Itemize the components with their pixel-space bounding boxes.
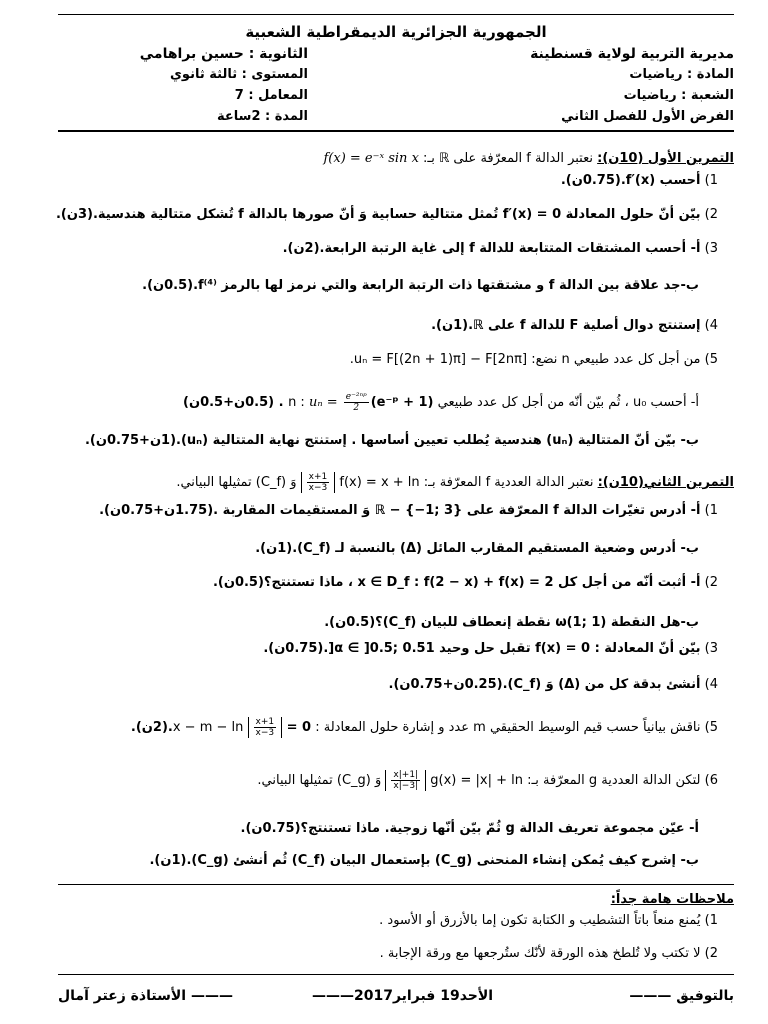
ex2-q2a: 2) أ- أثبت أنّه من أجل كل x ∈ D_f : f(2 − x) + f(x) = 2 ، ماذا تستنتج؟(0.5ن). <box>212 575 718 590</box>
notes-rule <box>58 884 734 885</box>
note-2: 2) لا تكتب ولا تُلطخ هذه الورقة لأنّك ستُرجعها مع ورقة الإجابة . <box>379 946 718 961</box>
ex1-intro-formula: f(x) = e⁻ˣ sin x <box>323 151 419 166</box>
directorate: مديرية التربية لولاية قسنطينة <box>530 46 734 62</box>
note-1: 1) يُمنع منعاً باتاً التشطيب و الكتابة تكون إما بالأزرق أو الأسود . <box>379 913 718 928</box>
ex1-q4: 4) إستنتج دوال أصلية F للدالة f على ℝ.(1ن). <box>431 318 718 333</box>
coefficient: المعامل : 7 <box>234 88 308 103</box>
ex2-q4: 4) أنشئ بدقة كل من (Δ) وَ (C_f).(0.25ن+0.75ن). <box>388 677 718 692</box>
ex2-intro: التمرين الثاني(10ن): نعتبر الدالة العددية f المعرّفة بـ: f(x) = x + ln $\frac{x+1}{x-3}$ وَ (C_f) تمثيلها البياني. <box>176 472 734 493</box>
ex1-intro <box>58 150 734 168</box>
footer-date: الأحد19 فبراير2017——— <box>312 988 494 1004</box>
header-rule <box>58 130 734 132</box>
subject: المادة : رياضيات <box>629 67 734 82</box>
ex1-q5: 5) من أجل كل عدد طبيعي n نضع: uₙ = F[(2n + 1)π] − F[2nπ]. <box>349 352 718 367</box>
level: المستوى : ثالثة ثانوي <box>170 67 308 82</box>
branch: الشعبة : رياضيات <box>623 88 734 103</box>
school: الثانوية : حسين براهامي <box>139 46 308 62</box>
ex2-q5: 5) ناقش بيانياً حسب قيم الوسيط الحقيقي m عدد و إشارة حلول المعادلة : x − m − ln $\frac{x+1}{x-3}$ = 0.(2ن). <box>130 717 718 738</box>
exam-page <box>55 0 734 1024</box>
ex1-intro-text: نعتبر الدالة f المعرّفة على ℝ بـ: <box>418 151 598 166</box>
ex2-q6a: أ- عيّن مجموعة تعريف الدالة g ثُمّ بيّن أنّها زوجية. ماذا تستنتج؟(0.75ن). <box>240 821 699 836</box>
ex2-q6: 6) لتكن الدالة العددية g المعرّفة بـ: g(x) = |x| + ln $\frac{|x|+1}{|x|-3}$ وَ (C_g) تمثيلها البياني. <box>257 770 718 791</box>
ex1-q3b: ب-جد علاقة بين الدالة f و مشتقتها ذات الرتبة الرابعة والتي نرمز لها بالرمز f⁽⁴⁾.(0.5ن). <box>142 278 699 293</box>
ex1-q5b: ب- بيّن أنّ المتتالية (uₙ) هندسية يُطلب تعيين أساسها . إستنتج نهاية المتتالية (uₙ).(1ن+0.75ن). <box>84 433 699 448</box>
republic-title: الجمهورية الجزائرية الديمقراطية الشعبية <box>245 23 547 41</box>
ex2-q6b: ب- إشرح كيف يُمكن إنشاء المنحنى (C_g) بإستعمال البيان (C_f) ثُم أنشئ (C_g).(1ن). <box>149 853 699 868</box>
ex2-title: التمرين الثاني(10ن): <box>597 475 734 490</box>
ex1-q1: 1) أحسب f′(x).(0.75ن). <box>560 173 718 188</box>
ex2-q1b: ب- أدرس وضعية المستقيم المقارب المائل (Δ) بالنسبة لـ (C_f).(1ن). <box>255 541 699 556</box>
top-rule <box>58 14 734 15</box>
footer-good-luck: بالتوفيق ——— <box>629 988 734 1004</box>
ex2-q1a: 1) أ- أدرس تغيّرات الدالة f المعرّفة على ℝ − {−1; 3} وَ المستقيمات المقاربة .(1.75ن+0.75ن). <box>99 503 718 518</box>
ex1-q5a: أ- أحسب u₀ ، ثُم بيّن أنّه من أجل كل عدد طبيعي n : uₙ = $\frac{\text{e⁻²ⁿᵖ}}{2}$ (e⁻ᵖ + 1) . (0.5ن+0.5ن) <box>183 392 699 413</box>
ex1-q3a: 3) أ- أحسب المشتقات المتتابعة للدالة f إلى غاية الرتبة الرابعة.(2ن). <box>282 241 718 256</box>
footer-rule <box>58 974 734 975</box>
ex2-q3: 3) بيّن أنّ المعادلة : f(x) = 0 تقبل حل وحيد α ∈ ]0.5; 0.51[.(0.75ن). <box>263 641 718 656</box>
footer-teacher: ——— الأستاذة زعتر آمال <box>58 988 233 1004</box>
ex1-q2: 2) بيّن أنّ حلول المعادلة f′(x) = 0 تُمثل متتالية حسابية وَ أنّ صورها بالدالة f تُشكل متتالية هندسية.(3ن). <box>55 207 718 222</box>
duration: المدة : 2ساعة <box>217 109 308 124</box>
exam-title: الفرض الأول للفصل الثاني <box>561 109 734 124</box>
ex1-title: التمرين الأول (10ن): <box>597 151 734 166</box>
notes-title: ملاحظات هامة جداً: <box>610 892 734 907</box>
ex2-q2b: ب-هل النقطة ω(1; 1) نقطة إنعطاف للبيان (C_f)؟(0.5ن). <box>324 615 699 630</box>
